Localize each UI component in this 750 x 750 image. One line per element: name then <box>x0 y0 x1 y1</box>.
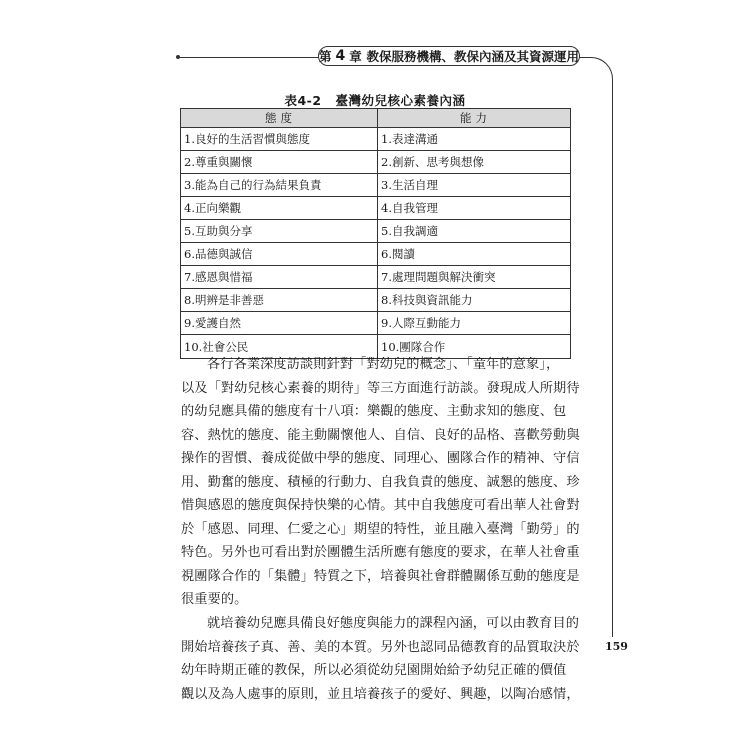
chapter-header <box>318 46 580 66</box>
body-line: 操作的習慣、養成從做中學的態度、同理心、團隊合作的精神、守信 <box>181 451 580 467</box>
attitude-cell: 3.能為自己的行為結果負責 <box>181 174 378 197</box>
table-row <box>181 197 571 220</box>
chapter-number: 4 <box>335 48 346 64</box>
body-line: 幼年時期正確的教保，所以必須從幼兒園開始給予幼兒正確的價值 <box>181 663 567 679</box>
table-row <box>181 128 571 151</box>
table-row <box>181 266 571 289</box>
column-header-ability: 能力 <box>378 109 571 128</box>
ability-cell: 10.團隊合作 <box>378 335 571 359</box>
ability-cell: 1.表達溝通 <box>378 128 571 151</box>
table-header-row <box>181 109 571 128</box>
ability-cell: 8.科技與資訊能力 <box>378 289 571 312</box>
body-line: 的幼兒應具備的態度有十八項：樂觀的態度、主動求知的態度、包 <box>181 404 567 420</box>
body-line: 開始培養孩子真、善、美的本質。另外也認同品德教育的品質取決於 <box>181 639 580 655</box>
body-line: 很重要的。 <box>181 592 248 608</box>
body-line: 惜與感恩的態度與保持快樂的心情。其中自我態度可看出華人社會對 <box>181 498 580 514</box>
column-header-attitude: 態度 <box>181 109 378 128</box>
table-row <box>181 243 571 266</box>
ability-cell: 5.自我調適 <box>378 220 571 243</box>
body-line: 用、勤奮的態度、積極的行動力、自我負責的態度、誠懇的態度、珍 <box>181 474 580 490</box>
chapter-prefix: 第 <box>319 49 332 64</box>
body-line: 於「感恩、同理、仁愛之心」期望的特性，並且融入臺灣「勤勞」的 <box>181 521 580 537</box>
header-margin-curve <box>575 57 613 637</box>
body-line: 特色。另外也可看出對於團體生活所應有態度的要求，在華人社會重 <box>181 545 580 561</box>
ability-cell: 9.人際互動能力 <box>378 312 571 335</box>
body-line: 觀以及為人處事的原則，並且培養孩子的愛好、興趣，以陶冶感情， <box>181 686 580 702</box>
attitude-cell: 6.品德與誠信 <box>181 243 378 266</box>
table-caption <box>180 91 570 109</box>
chapter-title: 教保服務機構、教保內涵及其資源運用 <box>366 49 579 64</box>
body-line: 各行各業深度訪談則針對「對幼兒的概念」、「童年的意象」， <box>207 357 560 372</box>
attitude-cell: 1.良好的生活習慣與態度 <box>181 128 378 151</box>
body-line: 以及「對幼兒核心素養的期待」等三方面進行訪談。發現成人所期待 <box>181 380 580 396</box>
attitude-cell: 10.社會公民 <box>181 335 378 359</box>
page-number: 159 <box>605 640 628 653</box>
chapter-suffix: 章 <box>349 49 362 64</box>
body-line: 容、熱忱的態度、能主動關懷他人、自信、良好的品格、喜歡勞動與 <box>181 427 580 443</box>
table-label: 表4-2 <box>284 93 322 108</box>
attitude-cell: 7.感恩與惜福 <box>181 266 378 289</box>
ability-cell: 3.生活自理 <box>378 174 571 197</box>
attitude-cell: 8.明辨是非善惡 <box>181 289 378 312</box>
table-row <box>181 289 571 312</box>
body-line: 視團隊合作的「集體」特質之下，培養與社會群體關係互動的態度是 <box>181 568 580 584</box>
body-line: 就培養幼兒應具備良好態度與能力的課程內涵，可以由教育目的 <box>207 616 580 632</box>
ability-cell: 6.閱讀 <box>378 243 571 266</box>
attitude-cell: 4.正向樂觀 <box>181 197 378 220</box>
table-title: 臺灣幼兒核心素養內涵 <box>335 93 466 108</box>
table-row <box>181 151 571 174</box>
table-row <box>181 220 571 243</box>
attitude-cell: 5.互助與分享 <box>181 220 378 243</box>
table-row <box>181 312 571 335</box>
attitude-cell: 9.愛護自然 <box>181 312 378 335</box>
body-paragraphs <box>181 353 580 706</box>
attitude-cell: 2.尊重與關懷 <box>181 151 378 174</box>
ability-cell: 2.創新、思考與想像 <box>378 151 571 174</box>
ability-cell: 4.自我管理 <box>378 197 571 220</box>
table-row <box>181 174 571 197</box>
ability-cell: 7.處理問題與解決衝突 <box>378 266 571 289</box>
core-competency-table <box>180 108 571 359</box>
